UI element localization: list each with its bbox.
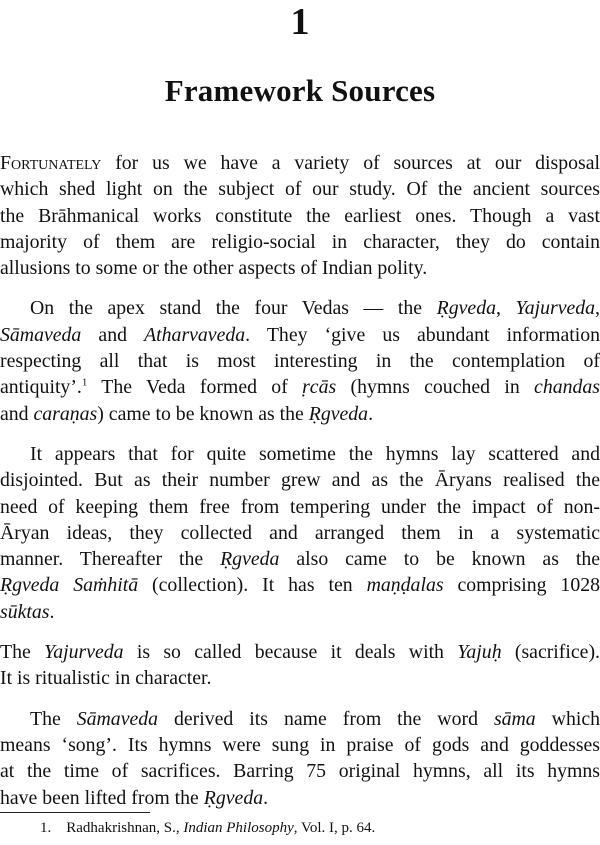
text-line: Ṛgveda Saṁhitā (collection). It has ten maṇḍalas comprising 1028 [0,574,600,597]
text-line: It appears that for quite sometime the hymns lay scattered and [30,442,600,465]
text-line: which shed light on the subject of our study. Of the ancient sources [0,178,600,201]
text-line: need of keeping them free from tempering under the impact of non- [0,495,600,518]
text-line: majority of them are religio-social in character, they do contain [0,230,600,253]
text-line: Sāmaveda and Atharvaveda. They ‘give us abundant information [0,323,600,346]
text-line: manner. Thereafter the Ṛgveda also came to be known as the [0,548,600,571]
footnote [40,818,580,838]
footnote-author: Radhakrishnan, S., [66,820,184,836]
text-line: It is ritualistic in character. [0,667,212,690]
text-line: disjointed. But as their number grew and as the Āryans realised the [0,469,600,492]
text-line: and caraṇas) came to be known as the Ṛgveda. [0,402,374,425]
text-line: have been lifted from the Ṛgveda. [0,786,269,809]
text-line: at the time of sacrifices. Barring 75 original hymns, all its hymns [0,760,600,783]
paragraph-4 [0,639,600,692]
text-line: Āryan ideas, they collected and arranged them in a systematic [0,521,600,544]
text-line: Fortunately for us we have a variety of sources at our disposal [0,152,600,174]
chapter-number: 1 [290,1,310,43]
footnote-rule [0,812,150,813]
paragraph-3 [0,441,600,625]
text-line: The Yajurveda is so called because it deals with Yajuḥ (sacrifice). [0,641,600,664]
body-text [0,150,600,825]
text-line: allusions to some or the other aspects of Indian polity. [0,257,428,280]
text-line: the Brāhmanical works constitute the earliest ones. Though a vast [0,204,600,227]
text-line: means ‘song’. Its hymns were sung in praise of gods and goddesses [0,733,600,756]
text-line: On the apex stand the four Vedas — the Ṛgveda, Yajurveda, [30,297,600,320]
chapter-title: Framework Sources [164,73,436,108]
footnote-work: Indian Philosophy [183,820,294,836]
paragraph-1 [0,150,600,281]
text-line: The Sāmaveda derived its name from the word sāma which [30,707,600,730]
text-line: respecting all that is most interesting in the contemplation of [0,350,600,373]
text-line: sūktas. [0,600,55,623]
text-line: antiquity’.$^1$ The Veda formed of ṛcās (hymns couched in chandas [0,376,600,399]
footnote-rest: , Vol. I, p. 64. [293,820,376,836]
paragraph-5 [0,706,600,811]
footnote-number: 1. [40,820,52,836]
paragraph-2 [0,295,600,426]
footnote-ref: 1 [81,376,88,389]
